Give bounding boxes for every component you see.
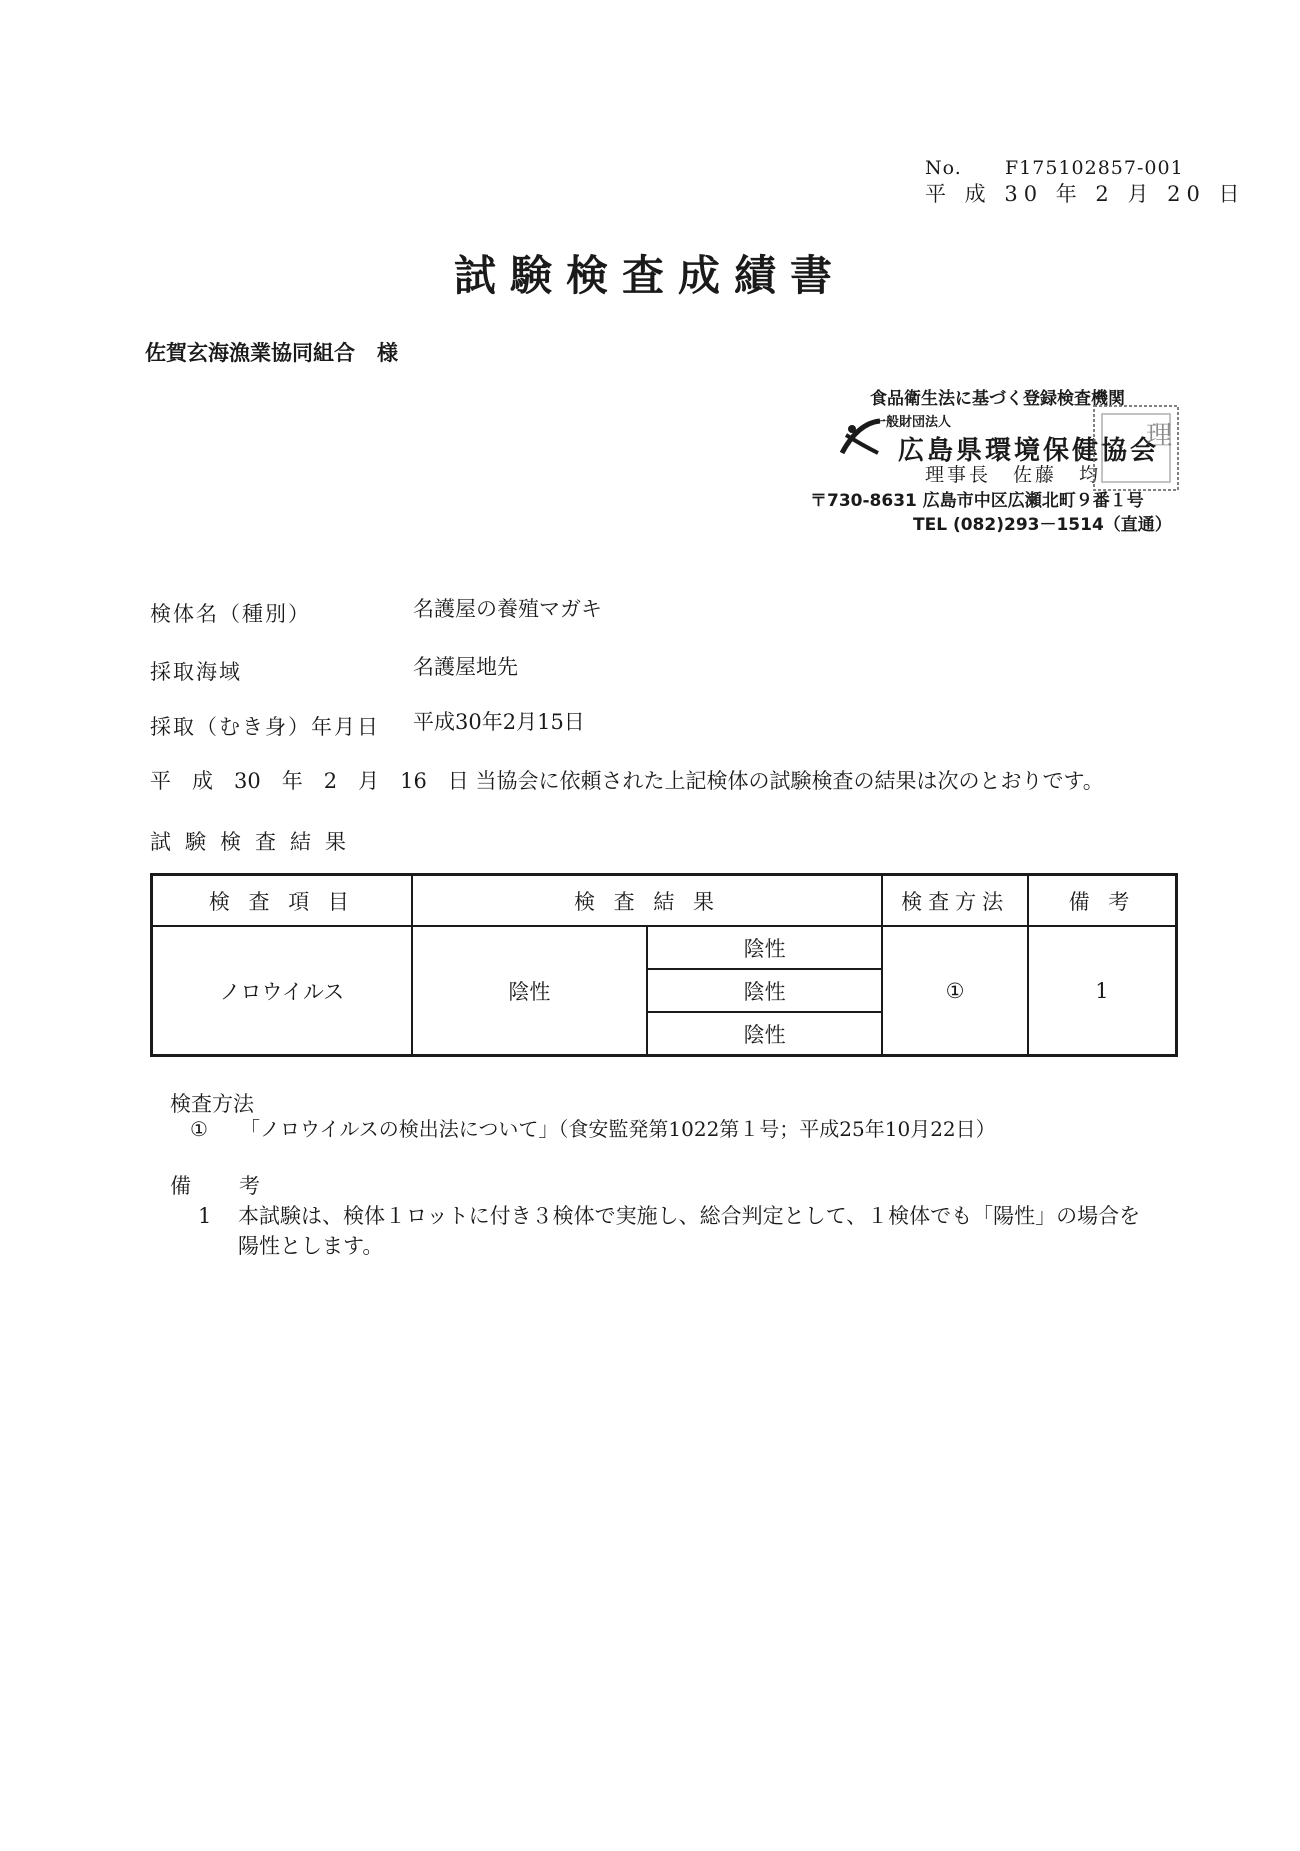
- test-item-cell: ノロウイルス: [152, 926, 412, 1056]
- method-description: [190, 1113, 996, 1142]
- header-test-item: 検 査 項 目: [152, 875, 412, 927]
- recipient-honorific: 様: [377, 340, 398, 365]
- sample-name-label: 検体名（種別）: [150, 602, 311, 626]
- method-cell: ①: [882, 926, 1028, 1056]
- remarks-heading-b: 考: [239, 1174, 260, 1198]
- sampling-area-value: 名護屋地先: [413, 655, 518, 679]
- remarks-heading-a: 備: [170, 1174, 191, 1198]
- header-remarks: 備 考: [1028, 875, 1177, 927]
- results-table: [150, 873, 1178, 1057]
- table-row: [152, 926, 1177, 969]
- issuer-representative: 理事長 佐藤 均: [925, 464, 1102, 486]
- remark-text-line1: 本試験は、検体１ロットに付き３検体で実施し、総合判定として、１検体でも「陽性」の場合を: [238, 1204, 1141, 1228]
- remark-number: 1: [198, 1204, 212, 1228]
- document-number: [925, 157, 1184, 179]
- sample-name-value: 名護屋の養殖マガキ: [413, 597, 602, 621]
- overall-result-cell: 陰性: [412, 926, 647, 1056]
- issuer-corp-type: 一般財団法人: [873, 415, 952, 430]
- header-test-result: 検 査 結 果: [412, 875, 883, 927]
- replicate-result-cell: 陰性: [647, 926, 882, 969]
- remark-text-line2: 陽性とします。: [238, 1234, 384, 1258]
- sampling-date-label: 採取（むき身）年月日: [150, 715, 380, 739]
- intro-sentence: 平 成 30 年 2 月 16 日 当協会に依頼された上記検体の試験検査の結果は次のとおりです。: [150, 769, 1104, 793]
- results-table-header-row: [152, 875, 1177, 927]
- seal-character: 理: [1146, 421, 1173, 451]
- remarks-cell: 1: [1028, 926, 1177, 1056]
- replicate-result-cell: 陰性: [647, 969, 882, 1012]
- replicate-result-cell: 陰性: [647, 1012, 882, 1056]
- method-mark: ①: [190, 1117, 208, 1141]
- remarks-heading: [170, 1170, 260, 1200]
- remark-item: [198, 1200, 1140, 1230]
- document-number-value: F175102857-001: [1005, 157, 1184, 179]
- header-test-method: 検査方法: [882, 875, 1028, 927]
- issuer-subtitle: 食品衛生法に基づく登録検査機関: [870, 389, 1125, 409]
- results-heading: 試験検査結果: [150, 830, 360, 854]
- issue-date: 平 成 30 年 2 月 20 日: [925, 182, 1246, 206]
- issuer-address: 〒730-8631 広島市中区広瀬北町９番１号: [810, 491, 1144, 511]
- document-title: 試験検査成績書: [453, 251, 846, 300]
- sampling-area-label: 採取海域: [150, 660, 242, 684]
- method-text: 「ノロウイルスの検出法について」（食安監発第1022第１号；平成25年10月22日）: [240, 1117, 996, 1141]
- sampling-date-value: 平成30年2月15日: [413, 710, 585, 734]
- recipient: [145, 337, 398, 367]
- recipient-name: 佐賀玄海漁業協同組合: [145, 340, 355, 365]
- method-heading: 検査方法: [170, 1092, 254, 1116]
- document-number-label: No.: [925, 157, 962, 179]
- official-seal-stamp: [1088, 400, 1184, 496]
- issuer-organization-name: 広島県環境保健協会: [898, 436, 1160, 466]
- issuer-telephone: TEL (082)293－1514（直通）: [913, 515, 1172, 535]
